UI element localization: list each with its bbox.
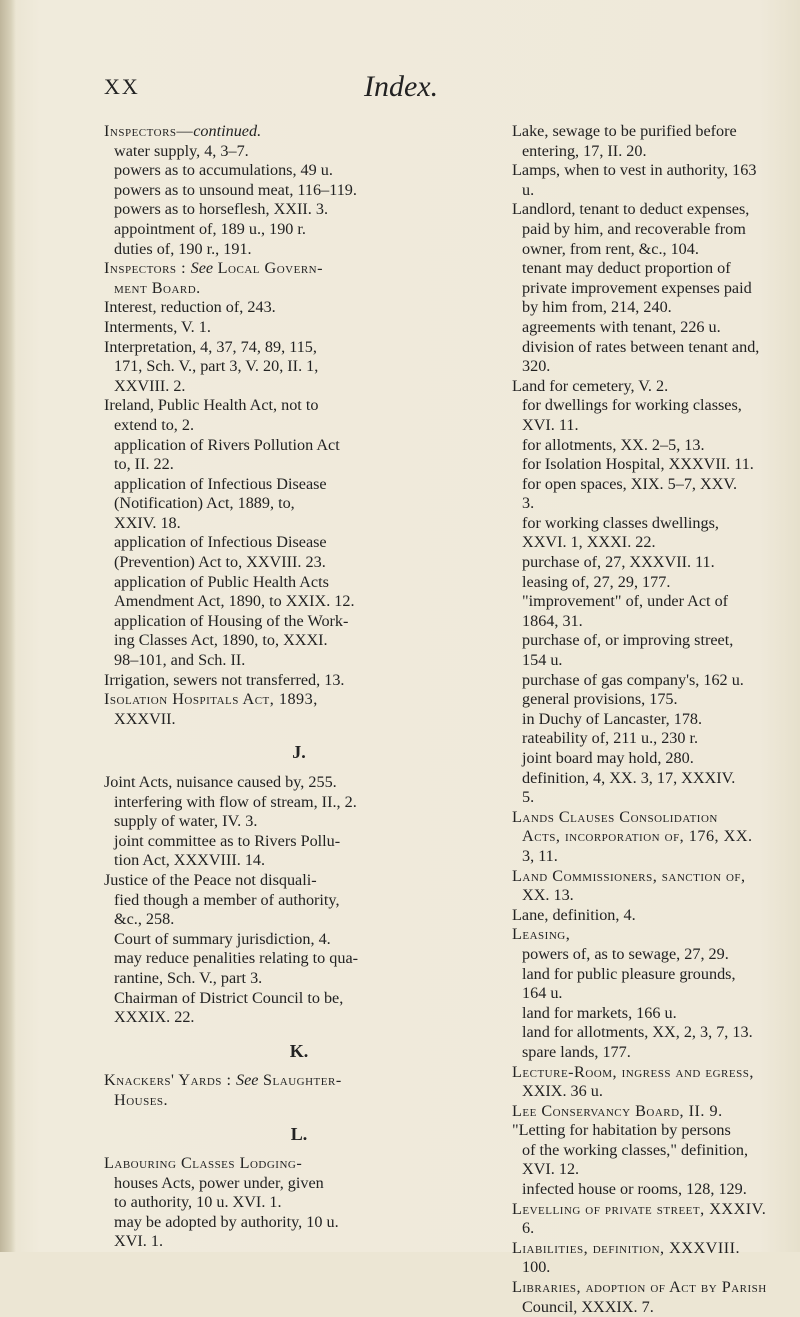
entry-line: ment Board. (114, 278, 201, 297)
entry-liabilities: Liabilities, definition, XXXVIII. (512, 1238, 741, 1257)
entry-line: 3. (522, 494, 535, 513)
entry-line: XVI. 12. (522, 1160, 580, 1179)
entry-line: private improvement expenses paid (522, 278, 752, 297)
section-letter-j: J. (292, 742, 306, 763)
entry-line: extend to, 2. (114, 415, 195, 434)
entry-interments: Interments, V. 1. (104, 317, 211, 336)
entry-line: may reduce penalities relating to qua- (114, 949, 359, 968)
entry-line: &c., 258. (114, 910, 175, 929)
entry-landlord: Landlord, tenant to deduct expenses, (512, 200, 750, 219)
entry-line: XXXVII. (114, 709, 176, 728)
entry-line: (Prevention) Act to, XXVIII. 23. (114, 553, 326, 572)
entry-line: 171, Sch. V., part 3, V. 20, II. 1, (114, 357, 319, 376)
entry-line: land for allotments, XX, 2, 3, 7, 13. (522, 1023, 753, 1042)
entry-line: Chairman of District Council to be, (114, 988, 344, 1007)
entry-line: application of Housing of the Work- (114, 611, 349, 630)
entry-line: XXVIII. 2. (114, 376, 186, 395)
entry-levelling: Levelling of private street, XXXIV. (512, 1199, 767, 1218)
page-title: Index. (364, 70, 439, 103)
entry-lamps: Lamps, when to vest in authority, 163 (512, 161, 757, 180)
entry-line: for dwellings for working classes, (522, 396, 742, 415)
entry-line: 98–101, and Sch. II. (114, 651, 246, 670)
entry-line: purchase of, 27, XXXVII. 11. (522, 553, 715, 572)
entry-line: for open spaces, XIX. 5–7, XXV. (522, 474, 738, 493)
entry-inspectors-continued: Inspectors—continued. (104, 122, 262, 140)
entry-line: joint committee as to Rivers Pollu- (114, 831, 341, 850)
entry-lane: Lane, definition, 4. (512, 905, 636, 924)
entry-interpretation: Interpretation, 4, 37, 74, 89, 115, (104, 337, 317, 356)
entry-line: powers of, as to sewage, 27, 29. (522, 944, 729, 963)
entry-line: powers as to horseflesh, XXII. 3. (114, 200, 328, 219)
entry-line: tenant may deduct proportion of (522, 259, 731, 278)
index-column-left (104, 122, 494, 1252)
entry-line: for working classes dwellings, (522, 513, 719, 532)
entry-line: application of Public Health Acts (114, 572, 329, 591)
entry-inspectors-see: Inspectors : See Local Govern- (104, 259, 324, 278)
entry-line: of the working classes," definition, (522, 1140, 748, 1159)
entry-line: application of Infectious Disease (114, 533, 327, 552)
entry-line: Court of summary jurisdiction, 4. (114, 929, 331, 948)
entry-line: 320. (522, 357, 551, 376)
page-header (0, 70, 800, 104)
section-letter-l: L. (290, 1123, 308, 1144)
entry-line: purchase of gas company's, 162 u. (522, 670, 744, 689)
entry-line: rantine, Sch. V., part 3. (114, 968, 263, 987)
entry-line: XXXIX. 22. (114, 1008, 195, 1027)
entry-line: to, II. 22. (114, 455, 174, 474)
entry-line: duties of, 190 r., 191. (114, 239, 252, 258)
entry-joint-acts: Joint Acts, nuisance caused by, 255. (104, 773, 337, 791)
entry-line: division of rates between tenant and, (522, 337, 760, 356)
entry-line: Acts, incorporation of, 176, XX. (522, 827, 753, 846)
entry-line: by him from, 214, 240. (522, 298, 672, 317)
entry-line: tion Act, XXXVIII. 14. (114, 851, 266, 870)
entry-line: to authority, 10 u. XVI. 1. (114, 1193, 282, 1212)
entry-lecture-room: Lecture-Room, ingress and egress, (512, 1062, 754, 1081)
entry-line: powers as to unsound meat, 116–119. (114, 180, 357, 199)
entry-leasing: Leasing, (512, 925, 571, 944)
entry-lee-conservancy-board: Lee Conservancy Board, II. 9. (512, 1101, 723, 1120)
entry-line: application of Rivers Pollution Act (114, 435, 340, 454)
entry-line: for allotments, XX. 2–5, 13. (522, 435, 705, 454)
entry-libraries: Libraries, adoption of Act by Parish (512, 1278, 767, 1297)
entry-line: land for markets, 166 u. (522, 1003, 677, 1022)
entry-line: application of Infectious Disease (114, 474, 327, 493)
entry-lands-clauses: Lands Clauses Consolidation (512, 807, 718, 826)
entry-isolation-hospitals-act: Isolation Hospitals Act, 1893, (104, 690, 318, 709)
entry-line: 5. (522, 788, 535, 807)
entry-line: 6. (522, 1219, 535, 1238)
entry-line: 3, 11. (522, 846, 558, 865)
entry-line: interfering with flow of stream, II., 2. (114, 792, 357, 811)
entry-ireland: Ireland, Public Health Act, not to (104, 396, 319, 415)
section-letter-k: K. (289, 1040, 309, 1061)
entry-line: XXIV. 18. (114, 513, 181, 532)
entry-line: 100. (522, 1258, 551, 1277)
entry-interest: Interest, reduction of, 243. (104, 298, 276, 317)
entry-lake: Lake, sewage to be purified before (512, 122, 737, 140)
entry-line: (Notification) Act, 1889, to, (114, 494, 295, 513)
entry-line: may be adopted by authority, 10 u. (114, 1212, 339, 1231)
entry-line: water supply, 4, 3–7. (114, 141, 249, 160)
entry-line: 154 u. (522, 651, 563, 670)
entry-labouring-classes: Labouring Classes Lodging- (104, 1154, 303, 1173)
entry-land: Land for cemetery, V. 2. (512, 376, 669, 395)
entry-line: general provisions, 175. (522, 690, 678, 709)
entry-line: in Duchy of Lancaster, 178. (522, 709, 703, 728)
page-binding-shadow (0, 0, 16, 1252)
entry-letting: "Letting for habitation by persons (512, 1121, 731, 1140)
entry-line: Houses. (114, 1090, 169, 1109)
entry-line: rateability of, 211 u., 230 r. (522, 729, 699, 748)
entry-line: 164 u. (522, 984, 563, 1003)
entry-line: agreements with tenant, 226 u. (522, 317, 721, 336)
entry-line: purchase of, or improving street, (522, 631, 734, 650)
entry-line: supply of water, IV. 3. (114, 812, 258, 831)
entry-line: paid by him, and recoverable from (522, 219, 746, 238)
entry-irrigation: Irrigation, sewers not transferred, 13. (104, 670, 345, 689)
entry-line: houses Acts, power under, given (114, 1173, 324, 1192)
entry-line: XXVI. 1, XXXI. 22. (522, 533, 656, 552)
entry-line: XX. 13. (522, 886, 574, 905)
entry-line: infected house or rooms, 128, 129. (522, 1180, 747, 1199)
entry-line: appointment of, 189 u., 190 r. (114, 219, 306, 238)
entry-line: entering, 17, II. 20. (522, 141, 647, 160)
entry-knackers-yards: Knackers' Yards : See Slaughter- (104, 1071, 342, 1090)
entry-line: "improvement" of, under Act of (522, 592, 729, 611)
entry-line: Amendment Act, 1890, to XXIX. 12. (114, 592, 355, 611)
entry-line: definition, 4, XX. 3, 17, XXXIV. (522, 768, 736, 787)
entry-line: 1864, 31. (522, 611, 583, 630)
entry-line: XXIX. 36 u. (522, 1082, 603, 1101)
entry-line: leasing of, 27, 29, 177. (522, 572, 671, 591)
entry-line: powers as to accumulations, 49 u. (114, 161, 333, 180)
entry-line: owner, from rent, &c., 104. (522, 239, 699, 258)
entry-line: spare lands, 177. (522, 1042, 631, 1061)
entry-line: Council, XXXIX. 7. (522, 1297, 654, 1316)
entry-justice-of-the-peace: Justice of the Peace not disquali- (104, 870, 317, 889)
entry-line: XVI. 1. (114, 1232, 164, 1251)
entry-land-commissioners: Land Commissioners, sanction of, (512, 866, 746, 885)
index-column-right (512, 122, 800, 1317)
entry-line: joint board may hold, 280. (522, 749, 694, 767)
entry-line: fied though a member of authority, (114, 890, 340, 909)
entry-line: for Isolation Hospital, XXXVII. 11. (522, 455, 754, 474)
entry-line: ing Classes Act, 1890, to, XXXI. (114, 631, 328, 650)
entry-line: XVI. 11. (522, 415, 579, 434)
entry-line: land for public pleasure grounds, (522, 964, 736, 983)
page-number: XX (104, 74, 140, 99)
entry-line: u. (522, 180, 535, 199)
